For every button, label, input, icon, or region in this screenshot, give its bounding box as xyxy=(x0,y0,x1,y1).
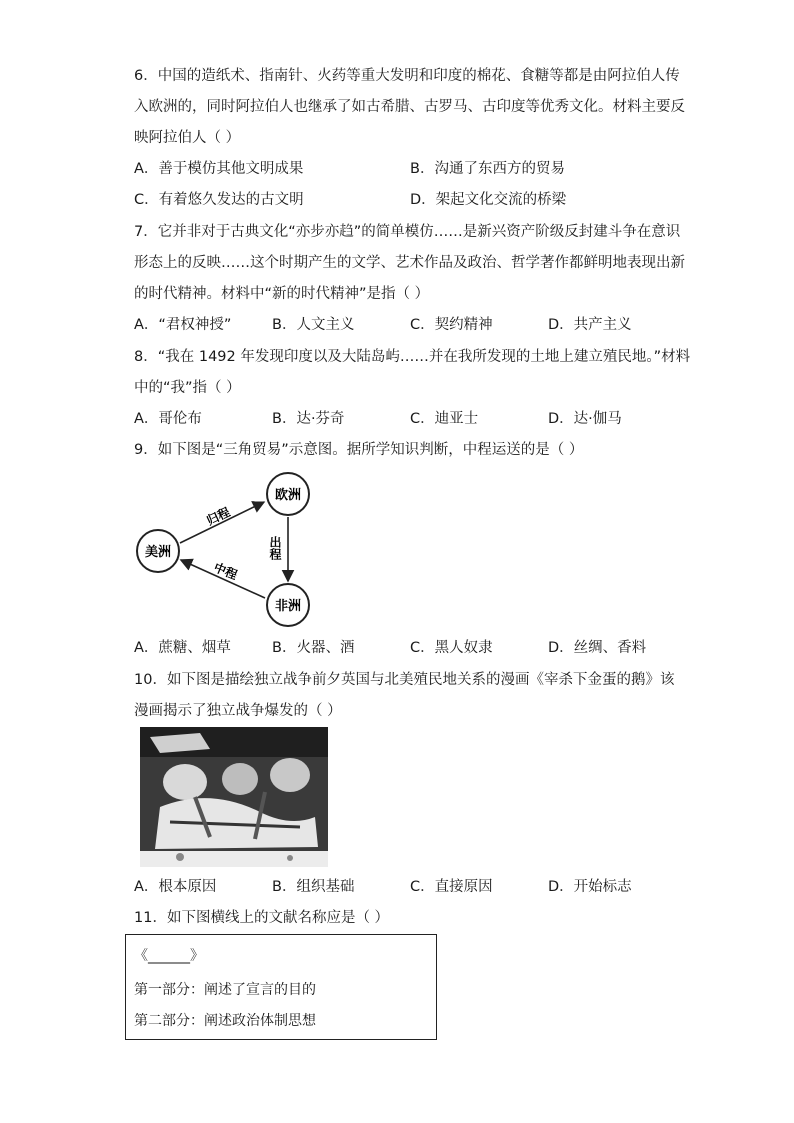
q10-option-c: C．直接原因 xyxy=(410,879,493,895)
q7-option-d: D．共产主义 xyxy=(548,317,632,333)
q7-line-2: 形态上的反映……这个时期产生的文学、艺术作品及政治、哲学著作都鲜明地表现出新 xyxy=(134,255,685,271)
q8-option-c: C．迪亚士 xyxy=(410,411,479,427)
q7-line-3: 的时代精神。材料中“新的时代精神”是指（ ） xyxy=(134,286,430,302)
q7-option-c: C．契约精神 xyxy=(410,317,493,333)
cartoon-illustration xyxy=(140,727,328,867)
q6-line-1: 6．中国的造纸术、指南针、火药等重大发明和印度的棉花、食糖等都是由阿拉伯人传 xyxy=(134,68,680,84)
q8-option-a: A．哥伦布 xyxy=(134,411,202,427)
document-part-2: 第二部分：阐述政治体制思想 xyxy=(134,1013,316,1029)
q6-line-2: 入欧洲的，同时阿拉伯人也继承了如古希腊、古罗马、古印度等优秀文化。材料主要反 xyxy=(134,99,685,115)
q10-line-2: 漫画揭示了独立战争爆发的（ ） xyxy=(134,703,342,719)
triangle-trade-diagram xyxy=(132,470,322,630)
q10-option-d: D．开始标志 xyxy=(548,879,632,895)
document-title-blank: 《______》 xyxy=(134,948,204,964)
q10-option-b: B．组织基础 xyxy=(272,879,355,895)
q6-option-a: A．善于模仿其他文明成果 xyxy=(134,161,304,177)
q9-option-b: B．火器、酒 xyxy=(272,640,355,656)
q7-line-1: 7．它并非对于古典文化“亦步亦趋”的简单模仿……是新兴资产阶级反封建斗争在意识 xyxy=(134,224,681,240)
q11-line-1: 11．如下图横线上的文献名称应是（ ） xyxy=(134,910,390,926)
america-label: 美洲 xyxy=(144,545,172,560)
q8-option-d: D．达·伽马 xyxy=(548,411,622,427)
q8-line-1: 8．“我在 1492 年发现印度以及大陆岛屿……并在我所发现的土地上建立殖民地。”材料 xyxy=(134,349,691,365)
q9-option-d: D．丝绸、香料 xyxy=(548,640,647,656)
goose-cartoon-image xyxy=(140,727,328,867)
document-part-1: 第一部分：阐述了宣言的目的 xyxy=(134,982,316,998)
q6-line-3: 映阿拉伯人（ ） xyxy=(134,130,241,146)
q10-option-a: A．根本原因 xyxy=(134,879,217,895)
q6-option-c: C．有着悠久发达的古文明 xyxy=(134,192,304,208)
q7-option-b: B．人文主义 xyxy=(272,317,355,333)
africa-label: 非洲 xyxy=(274,599,302,614)
middle-leg-label: 中程 xyxy=(211,560,240,583)
q8-line-2: 中的“我”指（ ） xyxy=(134,380,241,396)
q9-option-c: C．黑人奴隶 xyxy=(410,640,493,656)
outbound-leg-label: 出程 xyxy=(268,536,282,560)
q9-line-1: 9．如下图是“三角贸易”示意图。据所学知识判断，中程运送的是（ ） xyxy=(134,442,584,458)
q9-option-a: A．蔗糖、烟草 xyxy=(134,640,231,656)
europe-label: 欧洲 xyxy=(274,488,302,503)
q7-option-a: A．“君权神授” xyxy=(134,317,232,333)
q6-option-b: B．沟通了东西方的贸易 xyxy=(410,161,565,177)
document-outline-box xyxy=(125,934,437,1040)
return-leg-label: 归程 xyxy=(204,504,233,528)
q8-option-b: B．达·芬奇 xyxy=(272,411,345,427)
q6-option-d: D．架起文化交流的桥梁 xyxy=(410,192,567,208)
q10-line-1: 10．如下图是描绘独立战争前夕英国与北美殖民地关系的漫画《宰杀下金蛋的鹅》该 xyxy=(134,672,675,688)
